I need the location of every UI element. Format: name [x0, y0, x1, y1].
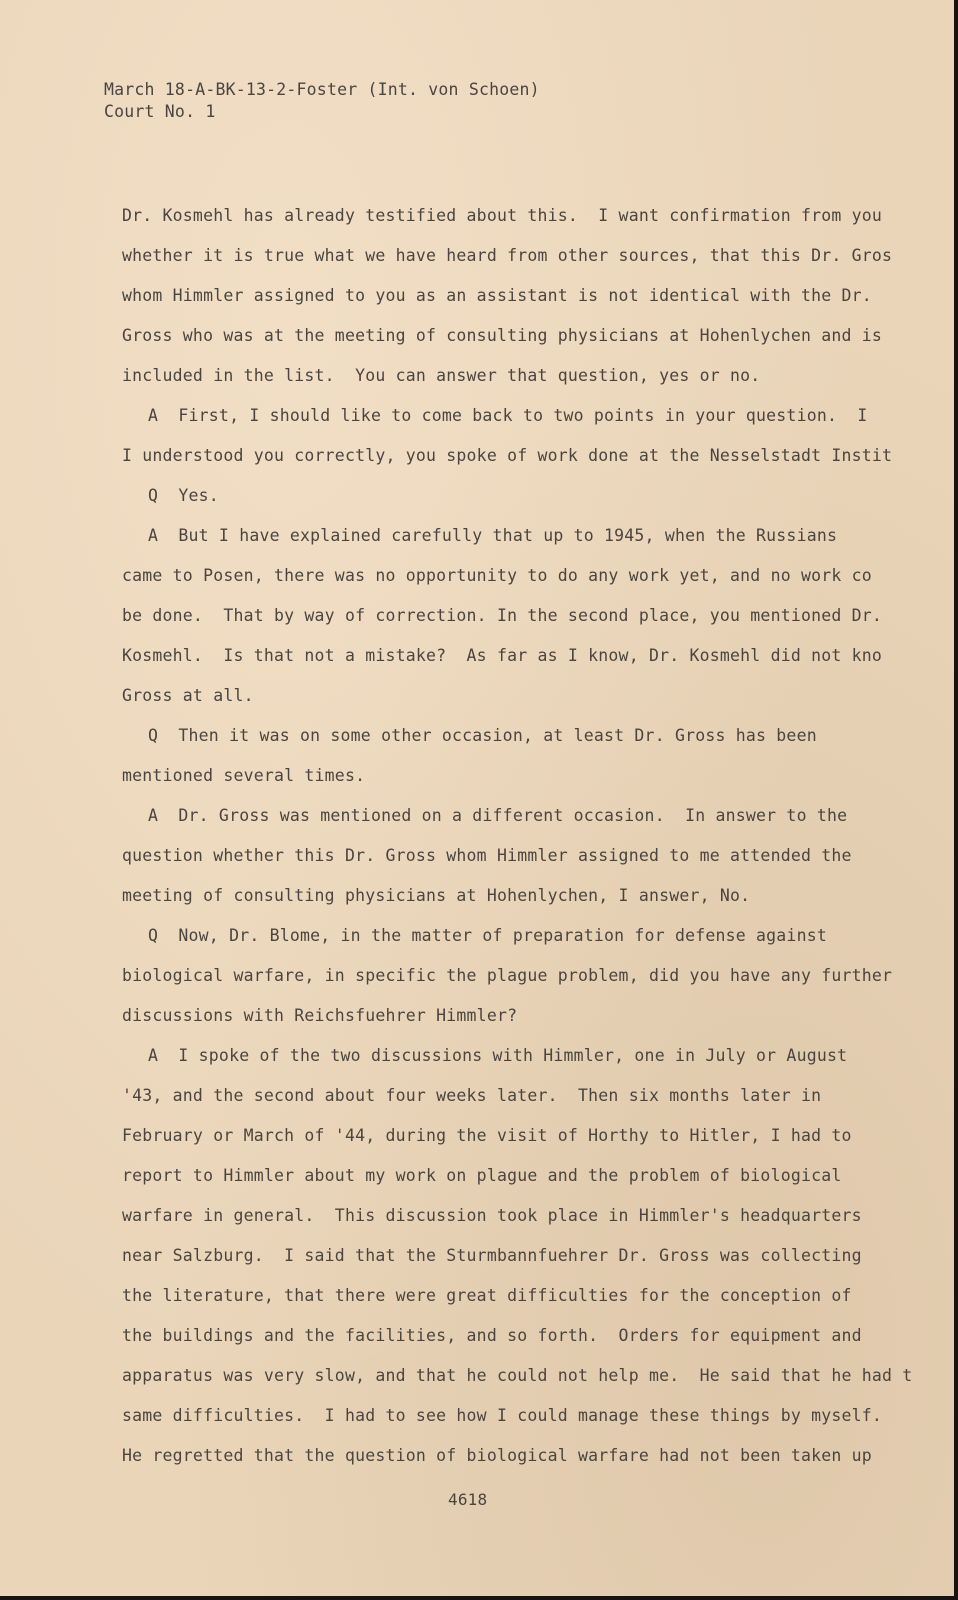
text-line-26: warfare in general. This discussion took place in Himmler's headquarters [122, 1206, 862, 1225]
text-line-28: the literature, that there were great difficulties for the conception of [122, 1286, 852, 1305]
text-line-27: near Salzburg. I said that the Sturmbannfuehrer Dr. Gross was collecting [122, 1246, 862, 1265]
text-line-2: whether it is true what we have heard from other sources, that this Dr. Gros [122, 246, 893, 265]
question-line-3: Q Now, Dr. Blome, in the matter of preparation for defense against [148, 926, 827, 945]
text-line-32: He regretted that the question of biological warfare had not been taken up [122, 1446, 872, 1465]
question-line-2: Q Then it was on some other occasion, at least Dr. Gross has been [148, 726, 817, 745]
text-line-10: came to Posen, there was no opportunity to do any work yet, and no work co [122, 566, 872, 585]
text-line-23: '43, and the second about four weeks later. Then six months later in [122, 1086, 822, 1105]
answer-line-2: A But I have explained carefully that up to 1945, when the Russians [148, 526, 838, 545]
page-number: 4618 [448, 1490, 488, 1509]
text-line-24: February or March of '44, during the visit of Horthy to Hitler, I had to [122, 1126, 852, 1145]
text-line-11: be done. That by way of correction. In the second place, you mentioned Dr. [122, 606, 883, 625]
text-line-5: included in the list. You can answer that question, yes or no. [122, 366, 761, 385]
text-line-4: Gross who was at the meeting of consulting physicians at Hohenlychen and is [122, 326, 883, 345]
text-line-15: mentioned several times. [122, 766, 366, 785]
text-line-30: apparatus was very slow, and that he could not help me. He said that he had t [122, 1366, 913, 1385]
text-line-13: Gross at all. [122, 686, 254, 705]
text-line-7: I understood you correctly, you spoke of work done at the Nesselstadt Instit [122, 446, 893, 465]
text-line-1: Dr. Kosmehl has already testified about this. I want confirmation from you [122, 206, 883, 225]
text-line-18: meeting of consulting physicians at Hohenlychen, I answer, No. [122, 886, 751, 905]
text-line-31: same difficulties. I had to see how I could manage these things by myself. [122, 1406, 883, 1425]
text-line-17: question whether this Dr. Gross whom Himmler assigned to me attended the [122, 846, 852, 865]
answer-line-3: A Dr. Gross was mentioned on a different occasion. In answer to the [148, 806, 848, 825]
answer-line-4: A I spoke of the two discussions with Himmler, one in July or August [148, 1046, 848, 1065]
text-line-21: discussions with Reichsfuehrer Himmler? [122, 1006, 518, 1025]
header-line-1: March 18-A-BK-13-2-Foster (Int. von Schoen) [104, 80, 540, 99]
text-line-12: Kosmehl. Is that not a mistake? As far as I know, Dr. Kosmehl did not kno [122, 646, 883, 665]
text-line-29: the buildings and the facilities, and so forth. Orders for equipment and [122, 1326, 862, 1345]
text-line-25: report to Himmler about my work on plague and the problem of biological [122, 1166, 842, 1185]
answer-line-1: A First, I should like to come back to two points in your question. I [148, 406, 868, 425]
text-line-20: biological warfare, in specific the plague problem, did you have any further [122, 966, 893, 985]
question-line-1: Q Yes. [148, 486, 219, 505]
header-line-2: Court No. 1 [104, 102, 216, 121]
text-line-3: whom Himmler assigned to you as an assistant is not identical with the Dr. [122, 286, 872, 305]
